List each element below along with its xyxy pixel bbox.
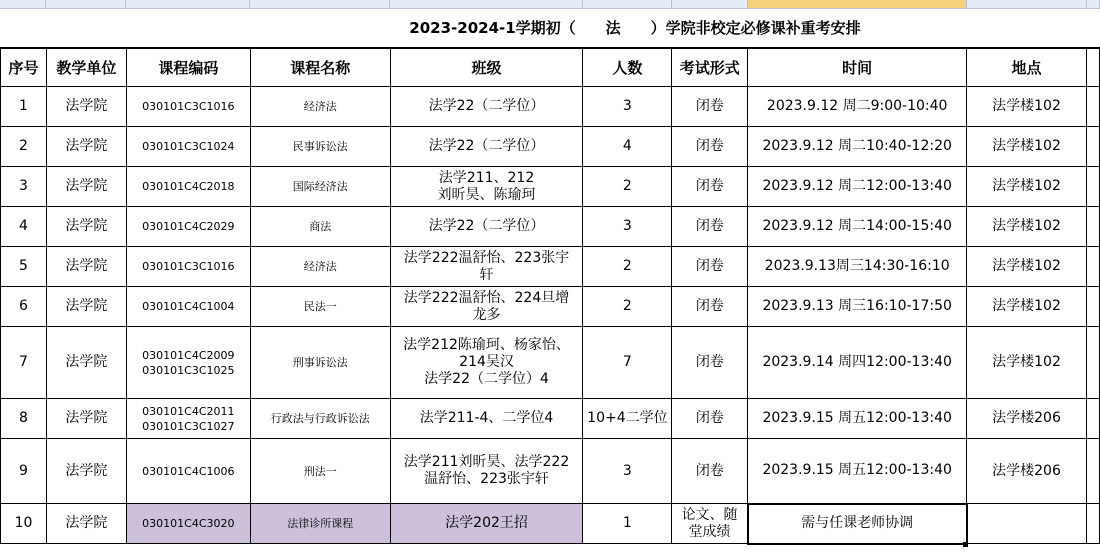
table-row — [1, 247, 1100, 287]
cell-text-line: 闭卷 — [695, 462, 724, 479]
count-cell[interactable]: 4 — [583, 127, 672, 167]
column-heading[interactable]: 人数 — [583, 49, 672, 87]
time-cell[interactable]: 2023.9.12 周二9:00-10:40 — [748, 87, 967, 127]
count-cell[interactable]: 2 — [583, 247, 672, 287]
time-cell[interactable]: 2023.9.15 周五12:00-13:40 — [748, 439, 967, 504]
class-cell[interactable] — [390, 127, 583, 167]
cell-text-line: 214吴汉 — [459, 354, 514, 370]
table-row — [1, 87, 1100, 127]
cell-text-line: 轩 — [479, 266, 494, 283]
cell-text-line: 法学22（二学位） — [428, 218, 545, 234]
place-cell[interactable]: 法学楼102 — [967, 247, 1087, 287]
exam-form-cell[interactable] — [672, 247, 748, 287]
cell-text-line: 法学22（二学位） — [428, 98, 545, 114]
cell-text-line: 堂成绩 — [688, 523, 731, 540]
place-cell[interactable]: 法学楼102 — [967, 287, 1087, 327]
course-name-cell[interactable]: 民事诉讼法 — [250, 127, 390, 167]
sheet-title[interactable]: 2023-2024-1学期初（ 法 ）学院非校定必修课补重考安排 — [0, 8, 1100, 48]
row-number-cell[interactable]: 6 — [1, 287, 47, 327]
empty-cell[interactable] — [1086, 207, 1099, 247]
table-row — [1, 327, 1100, 399]
course-code-cell[interactable] — [126, 207, 250, 247]
cell-text-line: 龙多 — [472, 306, 501, 323]
unit-cell[interactable]: 法学院 — [46, 127, 126, 167]
cell-text-line: 030101C3C1016 — [142, 100, 235, 113]
course-name-cell[interactable]: 国际经济法 — [250, 167, 390, 207]
class-cell[interactable] — [390, 167, 583, 207]
table-row — [1, 127, 1100, 167]
table-row — [1, 439, 1100, 504]
unit-cell[interactable]: 法学院 — [46, 87, 126, 127]
cell-text-line: 030101C3C1024 — [142, 140, 235, 153]
cell-text-line: 温舒怡、223张宇轩 — [424, 471, 549, 487]
unit-cell[interactable]: 法学院 — [46, 439, 126, 504]
count-cell[interactable]: 1 — [583, 504, 672, 544]
schedule-table — [0, 48, 1100, 545]
unit-cell[interactable]: 法学院 — [46, 207, 126, 247]
cell-text-line: 030101C3C1025 — [142, 363, 235, 377]
table-row — [1, 399, 1100, 439]
column-heading[interactable]: 序号 — [1, 49, 47, 87]
cell-text-line: 030101C4C2029 — [142, 220, 235, 233]
table-row — [1, 287, 1100, 327]
cell-text-line: 刘昕昊、陈瑜珂 — [437, 186, 536, 203]
count-cell[interactable]: 3 — [583, 207, 672, 247]
course-code-cell[interactable] — [126, 439, 250, 504]
empty-cell[interactable] — [1086, 287, 1099, 327]
cell-text-line: 闭卷 — [695, 138, 724, 154]
empty-cell[interactable] — [1086, 127, 1099, 167]
row-number-cell[interactable]: 9 — [1, 439, 47, 504]
count-cell[interactable]: 10+4二学位 — [583, 399, 672, 439]
course-code-cell[interactable] — [126, 127, 250, 167]
row-number-cell[interactable]: 10 — [1, 504, 47, 544]
count-cell[interactable]: 2 — [583, 167, 672, 207]
unit-cell[interactable]: 法学院 — [46, 287, 126, 327]
empty-cell[interactable] — [1086, 504, 1099, 544]
cell-text-line: 闭卷 — [695, 178, 724, 194]
column-header[interactable] — [390, 0, 583, 8]
count-cell[interactable]: 7 — [583, 327, 672, 399]
header-row — [1, 49, 1100, 87]
cell-text-line: 法学211、212 — [438, 169, 535, 186]
cell-text-line: 030101C3C1016 — [142, 260, 235, 273]
count-cell[interactable]: 2 — [583, 287, 672, 327]
unit-cell[interactable]: 法学院 — [46, 399, 126, 439]
place-cell[interactable] — [967, 504, 1087, 544]
column-header-selected[interactable] — [748, 0, 967, 8]
cell-text-line: 030101C4C2018 — [142, 180, 235, 193]
class-cell[interactable] — [390, 287, 583, 327]
place-cell[interactable]: 法学楼102 — [967, 167, 1087, 207]
column-header[interactable] — [672, 0, 748, 8]
exam-form-cell[interactable] — [672, 439, 748, 504]
time-cell[interactable]: 2023.9.14 周四12:00-13:40 — [748, 327, 967, 399]
row-number-cell[interactable]: 4 — [1, 207, 47, 247]
course-name-cell[interactable]: 经济法 — [250, 87, 390, 127]
course-name-cell[interactable]: 刑法一 — [250, 439, 390, 504]
count-cell[interactable]: 3 — [583, 87, 672, 127]
exam-form-cell[interactable] — [672, 399, 748, 439]
empty-cell[interactable] — [1086, 167, 1099, 207]
column-header[interactable] — [0, 0, 46, 8]
row-number-cell[interactable]: 3 — [1, 167, 47, 207]
exam-form-cell[interactable] — [672, 167, 748, 207]
course-code-cell[interactable] — [126, 287, 250, 327]
time-cell[interactable]: 需与任课老师协调 — [748, 504, 967, 544]
table-row — [1, 167, 1100, 207]
exam-form-cell[interactable] — [672, 287, 748, 327]
row-number-cell[interactable]: 2 — [1, 127, 47, 167]
column-header[interactable] — [46, 0, 126, 8]
column-heading[interactable]: 班级 — [390, 49, 583, 87]
class-cell[interactable] — [390, 439, 583, 504]
cell-text-line: 法学202王招 — [445, 515, 528, 531]
cell-text-line: 论文、随 — [681, 506, 738, 523]
cell-text-line: 030101C4C2009 — [142, 348, 235, 362]
column-header[interactable] — [967, 0, 1087, 8]
empty-cell[interactable] — [1086, 399, 1099, 439]
exam-form-cell[interactable] — [672, 504, 748, 544]
row-number-cell[interactable]: 8 — [1, 399, 47, 439]
cell-text-line: 法学22（二学位）4 — [424, 371, 549, 387]
course-name-cell[interactable]: 法律诊所课程 — [250, 504, 390, 544]
class-cell[interactable] — [390, 247, 583, 287]
cell-text-line: 闭卷 — [695, 354, 724, 370]
exam-form-cell[interactable] — [672, 127, 748, 167]
course-code-cell[interactable] — [126, 247, 250, 287]
class-cell[interactable] — [390, 87, 583, 127]
column-heading[interactable]: 教学单位 — [46, 49, 126, 87]
course-code-cell[interactable] — [126, 167, 250, 207]
empty-cell[interactable] — [1086, 87, 1099, 127]
course-code-cell[interactable] — [126, 504, 250, 544]
cell-text-line: 闭卷 — [695, 258, 724, 274]
column-heading[interactable]: 课程名称 — [250, 49, 390, 87]
cell-text-line: 030101C3C1027 — [142, 419, 235, 433]
empty-cell[interactable] — [1086, 327, 1099, 399]
fill-handle[interactable] — [963, 542, 968, 547]
column-header[interactable] — [583, 0, 672, 8]
place-cell[interactable]: 法学楼102 — [967, 207, 1087, 247]
unit-cell[interactable]: 法学院 — [46, 327, 126, 399]
time-cell[interactable]: 2023.9.12 周二14:00-15:40 — [748, 207, 967, 247]
class-cell[interactable] — [390, 504, 583, 544]
cell-text-line: 法学211刘昕昊、法学222 — [403, 454, 570, 470]
table-row — [1, 207, 1100, 247]
cell-text-line: 闭卷 — [695, 410, 724, 426]
place-cell[interactable]: 法学楼102 — [967, 87, 1087, 127]
place-cell[interactable]: 法学楼102 — [967, 327, 1087, 399]
course-name-cell[interactable]: 刑事诉讼法 — [250, 327, 390, 399]
row-number-cell[interactable]: 7 — [1, 327, 47, 399]
column-heading[interactable]: 课程编码 — [126, 49, 250, 87]
empty-cell[interactable] — [1086, 247, 1099, 287]
column-header[interactable] — [126, 0, 250, 8]
cell-text-line: 闭卷 — [695, 218, 724, 234]
course-code-cell[interactable] — [126, 327, 250, 399]
course-code-cell[interactable] — [126, 87, 250, 127]
cell-text-line: 法学211-4、二学位4 — [419, 410, 554, 426]
column-header[interactable] — [1087, 0, 1100, 8]
unit-cell[interactable]: 法学院 — [46, 247, 126, 287]
time-cell[interactable]: 2023.9.15 周五12:00-13:40 — [748, 399, 967, 439]
course-code-cell[interactable] — [126, 399, 250, 439]
exam-form-cell[interactable] — [672, 327, 748, 399]
class-cell[interactable] — [390, 207, 583, 247]
row-number-cell[interactable]: 5 — [1, 247, 47, 287]
cell-text-line: 闭卷 — [695, 298, 724, 314]
cell-text-line: 030101C4C1004 — [142, 300, 235, 313]
cell-text-line: 030101C4C1006 — [142, 464, 235, 478]
count-cell[interactable]: 3 — [583, 439, 672, 504]
exam-form-cell[interactable] — [672, 87, 748, 127]
table-row — [1, 504, 1100, 544]
unit-cell[interactable]: 法学院 — [46, 167, 126, 207]
place-cell[interactable]: 法学楼102 — [967, 127, 1087, 167]
cell-text-line: 法学22（二学位） — [428, 138, 545, 154]
course-name-cell[interactable]: 民法一 — [250, 287, 390, 327]
time-cell[interactable]: 2023.9.13周三14:30-16:10 — [748, 247, 967, 287]
class-cell[interactable] — [390, 399, 583, 439]
empty-cell[interactable] — [1086, 439, 1099, 504]
course-name-cell[interactable]: 经济法 — [250, 247, 390, 287]
column-heading[interactable]: 地点 — [967, 49, 1087, 87]
place-cell[interactable]: 法学楼206 — [967, 399, 1087, 439]
exam-form-cell[interactable] — [672, 207, 748, 247]
class-cell[interactable] — [390, 327, 583, 399]
cell-text-line: 法学222温舒怡、224旦增 — [403, 289, 570, 306]
column-heading[interactable]: 考试形式 — [672, 49, 748, 87]
time-cell[interactable]: 2023.9.13 周三16:10-17:50 — [748, 287, 967, 327]
cell-text-line: 法学222温舒怡、223张宇 — [403, 249, 570, 266]
row-number-cell[interactable]: 1 — [1, 87, 47, 127]
course-name-cell[interactable]: 商法 — [250, 207, 390, 247]
empty-cell[interactable] — [1086, 49, 1099, 87]
cell-text-line: 030101C4C2011 — [142, 404, 235, 418]
course-name-cell[interactable]: 行政法与行政诉讼法 — [250, 399, 390, 439]
column-header[interactable] — [250, 0, 390, 8]
cell-text-line: 法学212陈瑜珂、杨家怡、 — [403, 337, 570, 353]
unit-cell[interactable]: 法学院 — [46, 504, 126, 544]
cell-text-line: 030101C4C3020 — [142, 517, 235, 530]
cell-text-line: 闭卷 — [695, 98, 724, 114]
time-cell[interactable]: 2023.9.12 周二12:00-13:40 — [748, 167, 967, 207]
time-cell[interactable]: 2023.9.12 周二10:40-12:20 — [748, 127, 967, 167]
column-heading[interactable]: 时间 — [748, 49, 967, 87]
place-cell[interactable]: 法学楼206 — [967, 439, 1087, 504]
